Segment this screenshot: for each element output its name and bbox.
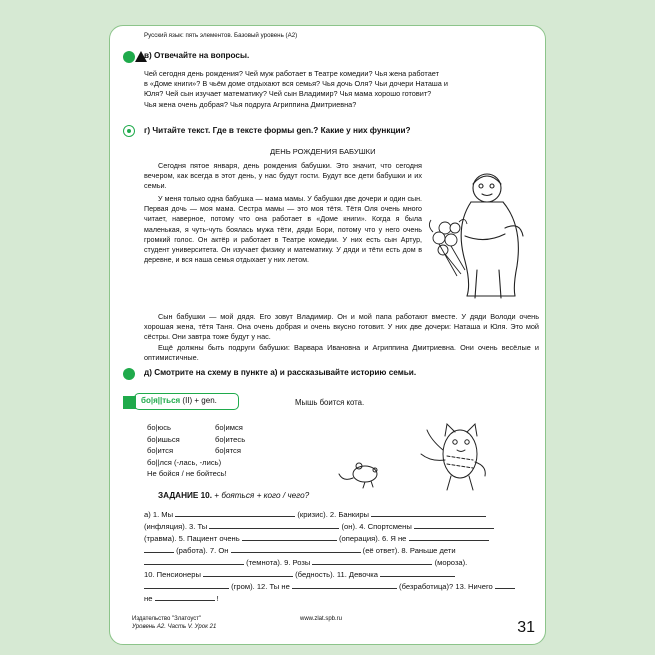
page-number: 31 (517, 619, 535, 636)
exercise-line: (работа). 7. Он (её ответ). 8. Раньше дети (144, 545, 539, 557)
target-icon (123, 125, 135, 137)
section-g-question: г) Читайте текст. Где в тексте формы gen.? Какие у них функции? (144, 126, 411, 135)
section-v-questions (144, 69, 539, 110)
formula-stem: бо (141, 396, 151, 405)
exercise-line: не ! (144, 594, 219, 603)
exercise-line: (гром). 12. Ты не (безработица)? 13. Ничего (144, 581, 539, 593)
conjugation-right (215, 422, 245, 457)
task-title-rest: + бояться + кого / чего? (212, 491, 310, 500)
story-paragraph: У меня только одна бабушка — мама мамы. У бабушки две дочери и один сын. Первая дочь — моя мама. Сестра мамы — это моя тётя. Тётя Оля очень много читает, наверное, потому что она работает в «Доме книги». Когда я была маленькая, я чуть-чуть боялась мужа тёти, дяди Бори, потому что у него очень громкий голос. Он актёр и работает в Театре комедии. У них есть сын Артур, студент университета. Он изучает физику и математику. У дяди и тёти есть дом в деревне, и вся наша семья отдыхает у них летом. (144, 195, 422, 265)
answer-blank[interactable] (155, 593, 215, 601)
task-10-exercise (144, 509, 539, 605)
story-paragraph: Сегодня пятое января, день рождения бабушки. Это значит, что сегодня вечером, как всегда в этот день, у нас будут гости. Будут все дети бабушки и их семьи. (144, 161, 422, 191)
answer-blank[interactable] (292, 581, 397, 589)
running-header: Русский язык: пять элементов. Базовый уровень (А2) (144, 32, 298, 39)
mouse-cat-illustration (335, 416, 490, 496)
conjugation-form: бо|имся (215, 423, 243, 432)
website: www.zlat.spb.ru (300, 616, 343, 622)
story-text-top (144, 161, 422, 192)
workbook-page (109, 25, 546, 645)
answer-blank[interactable] (409, 533, 489, 541)
story-text-bottom (144, 312, 539, 363)
answer-blank[interactable] (144, 581, 229, 589)
story-paragraph: Ещё должны быть подруги бабушки: Варвара Ивановна и Агриппина Дмитриевна. Они очень весёлые и оптимистичные. (144, 342, 539, 362)
answer-blank[interactable] (495, 581, 515, 589)
answer-blank[interactable] (242, 533, 337, 541)
footer-left (132, 616, 216, 632)
answer-blank[interactable] (231, 545, 361, 553)
section-v-question: в) Отвечайте на вопросы. (144, 51, 250, 60)
green-circle-icon (123, 368, 135, 380)
story-title: ДЕНЬ РОЖДЕНИЯ БАБУШКИ (270, 147, 376, 156)
conjugation-form: бо|ишься (147, 434, 180, 444)
story-text-middle (144, 194, 422, 265)
conjugation-form: бо||лся (-лась, -лись) (147, 457, 222, 467)
text-line: в «Доме книги»? В чьём доме отдыхают вся семья? Чья дочь Оля? Чьи дочери Наташа и (144, 79, 448, 89)
answer-blank[interactable] (371, 509, 486, 517)
answer-blank[interactable] (144, 557, 244, 565)
conjugation-form: Не бойся / не бойтесь! (147, 469, 227, 478)
text-line: Чья жена очень добрая? Чья подруга Агриппина Дмитриевна? (144, 99, 357, 109)
exercise-line: (темнота). 9. Розы (мороза). (144, 557, 539, 569)
text-line: Юля? Чей сын изучает математику? Чей сын Владимир? Чья мама хорошо готовит? (144, 89, 432, 99)
answer-blank[interactable] (144, 545, 174, 553)
conjugation-form: бо|ится (147, 446, 174, 455)
formula-tail: ться (162, 396, 181, 405)
answer-blank[interactable] (414, 521, 494, 529)
task-title-prefix: ЗАДАНИЕ 10. (158, 491, 213, 500)
text-line: Чей сегодня день рождения? Чей муж работает в Театре комедии? Чья жена работает (144, 69, 439, 78)
answer-blank[interactable] (380, 569, 455, 577)
task-10-title (158, 491, 309, 500)
exercise-line: (травма). 5. Пациент очень (операция). 6. Я не (144, 533, 539, 545)
verb-formula: бо|я||ться (II) + gen. (134, 393, 239, 410)
answer-blank[interactable] (209, 521, 339, 529)
formula-mid: я (153, 396, 158, 405)
story-paragraph: Сын бабушки — мой дядя. Его зовут Владимир. Он и мой папа работают вместе. У дяди Володи очень хорошая жена, тётя Таня. Она очень добрая и очень вкусно готовит. У них две дочери: Наташа и Юля. Это мой сёстры. Они завтра тоже будут у нас. (144, 312, 539, 342)
answer-blank[interactable] (312, 557, 432, 565)
exercise-line: 10. Пенсионеры (бедность). 11. Девочка (144, 569, 539, 581)
publisher: Издательство "Златоуст" (132, 616, 202, 622)
section-d-question: д) Смотрите на схему в пункте а) и рассказывайте историю семьи. (144, 368, 417, 377)
grandmother-illustration (425, 166, 535, 306)
exercise-line: (инфляция). 3. Ты (он). 4. Спортсмены (144, 521, 539, 533)
conjugation-form: бо|ятся (215, 446, 241, 455)
answer-blank[interactable] (175, 509, 295, 517)
conjugation-form: бо|итесь (215, 434, 246, 444)
exercise-line: а) 1. Мы (кризис). 2. Банкиры (144, 509, 539, 521)
answer-blank[interactable] (203, 569, 293, 577)
green-circle-icon (123, 51, 135, 63)
conjugation-form: бо|юсь (147, 423, 171, 432)
formula-rest: (II) + gen. (180, 396, 217, 405)
example-sentence: Мышь боится кота. (295, 398, 365, 407)
lesson-level: Уровень А2. Часть V. Урок 21 (132, 623, 217, 630)
